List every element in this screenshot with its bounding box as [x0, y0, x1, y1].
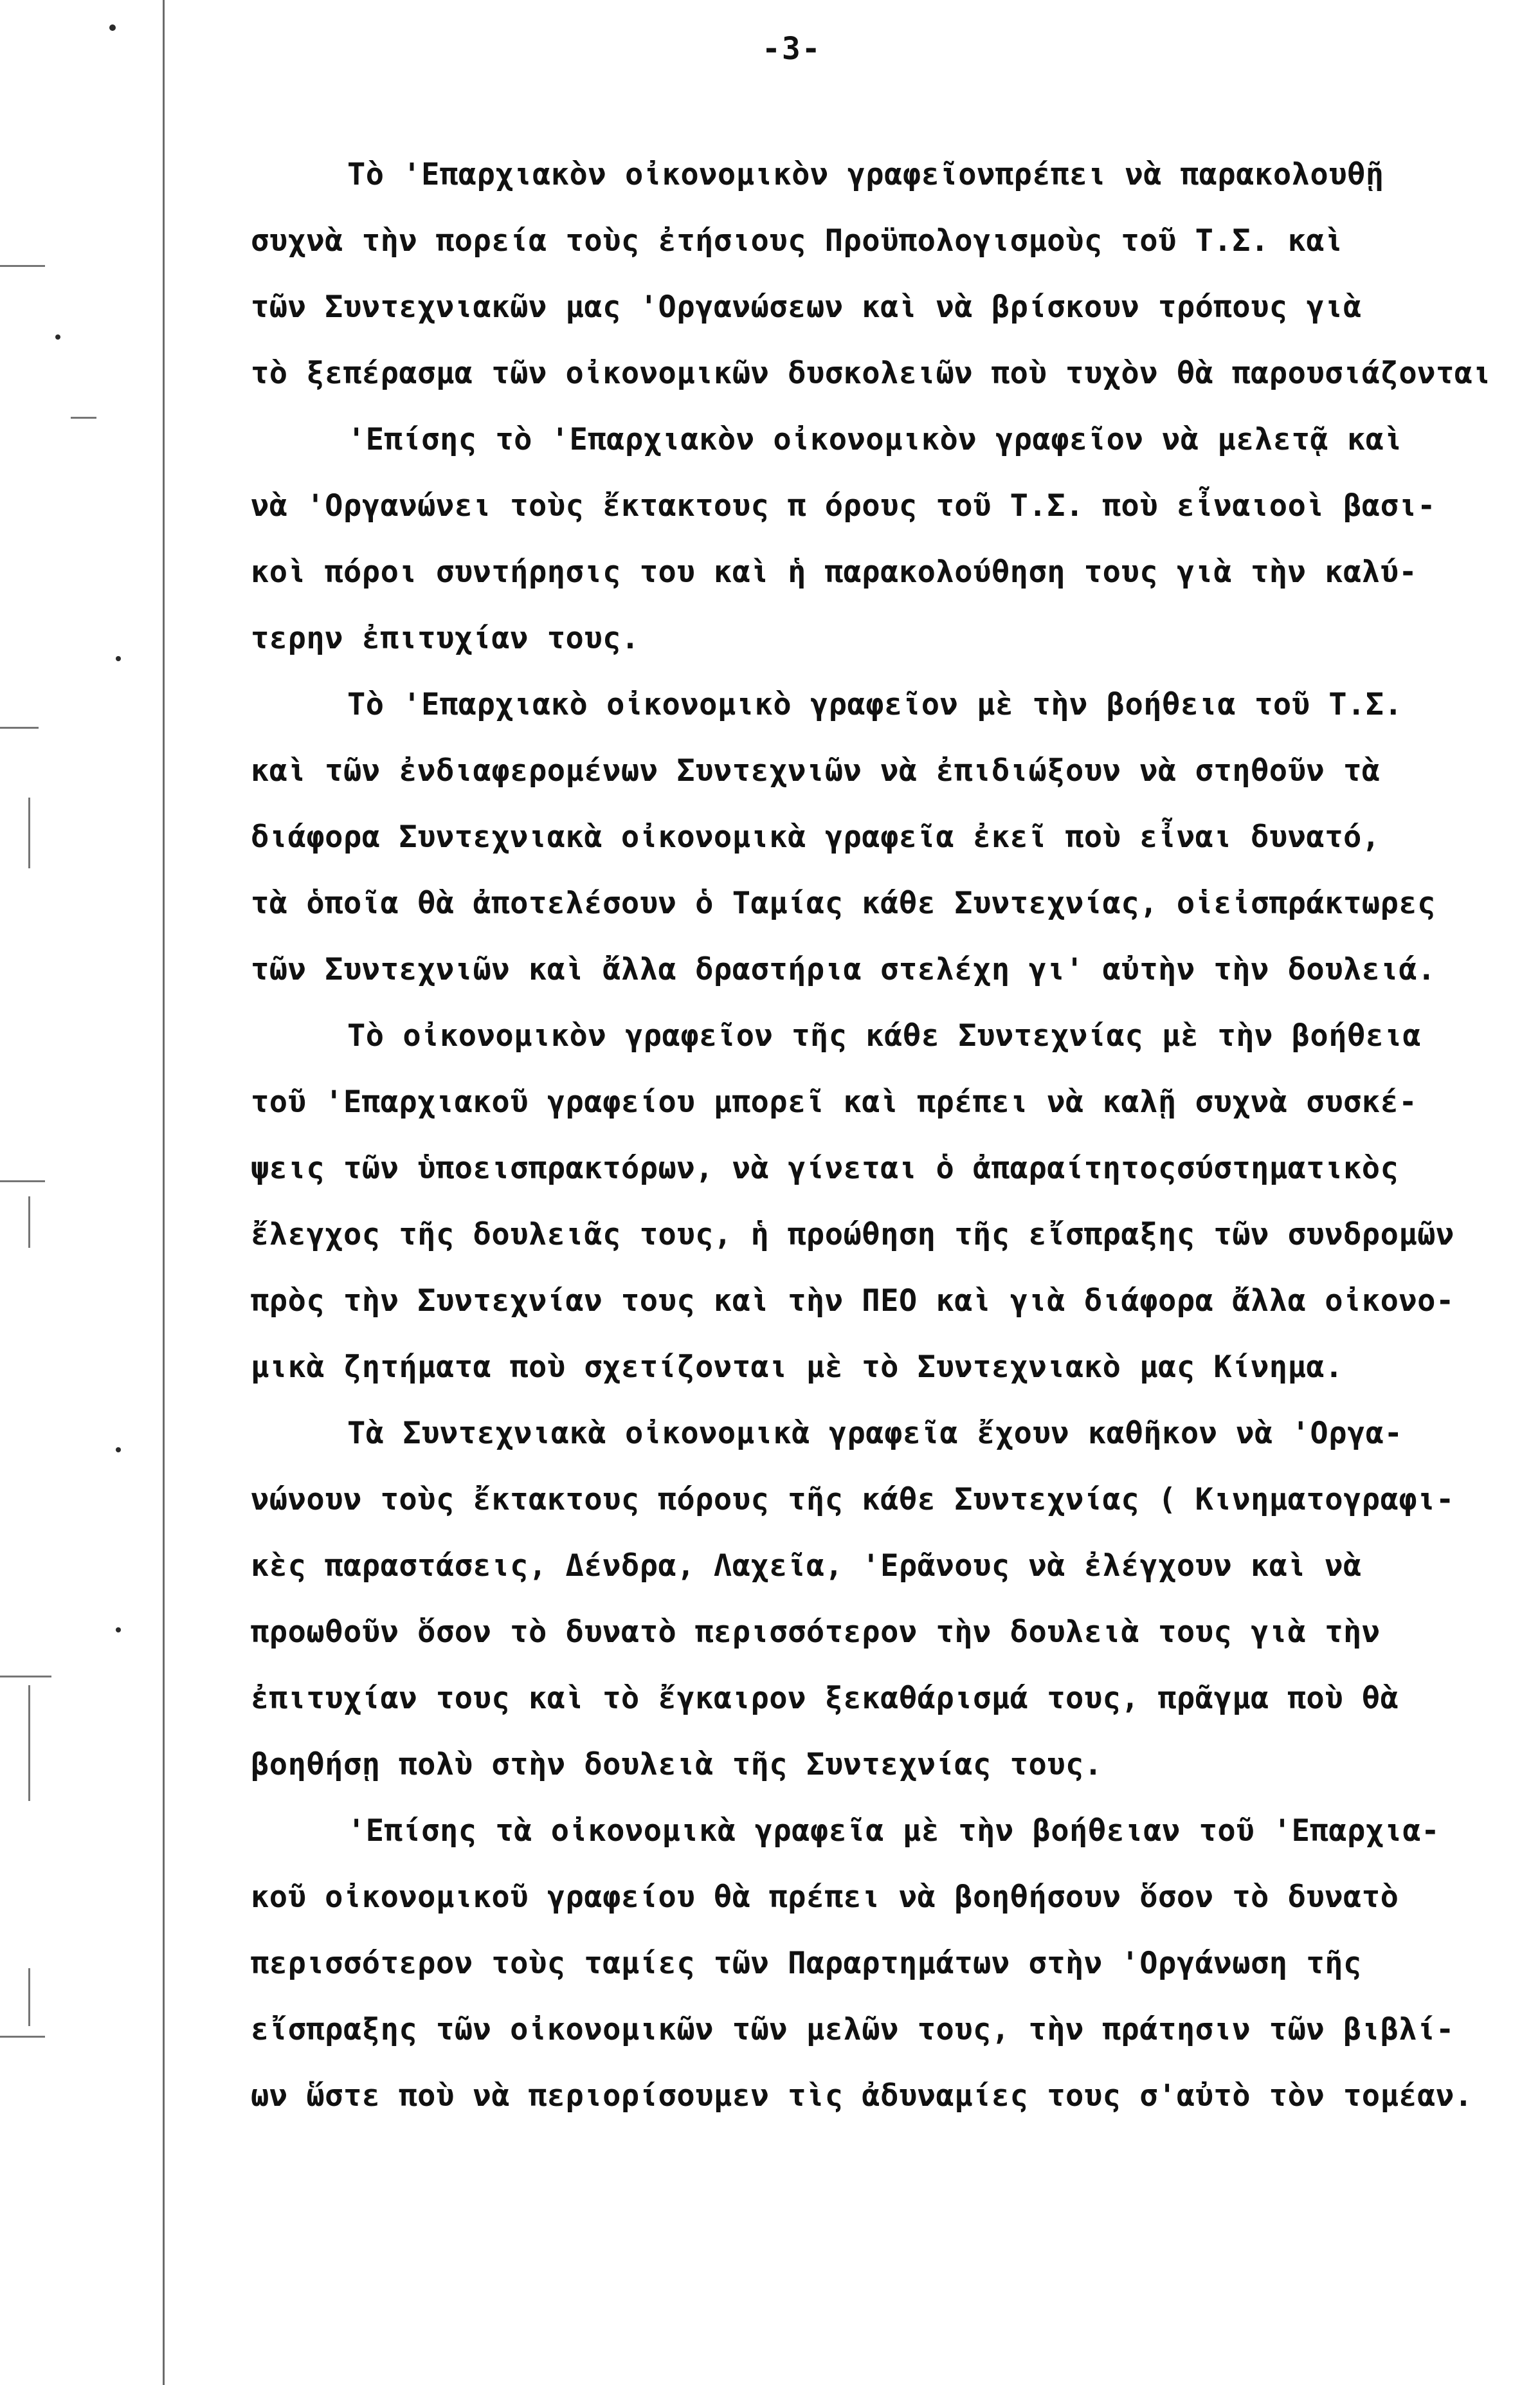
text-line: νώνουν τοὺς ἔκτακτους πόρους τῆς κάθε Συντεχνίας ( Κινηματογραφι- [251, 1482, 1454, 1517]
text-line: τερην ἐπιτυχίαν τους. [251, 621, 640, 656]
text-line: τὰ ὁποῖα θὰ ἀποτελέσουν ὁ Ταμίας κάθε Συντεχνίας, οἱεἰσπράκτωρες [251, 886, 1436, 921]
text-line: Τὸ 'Επαρχιακὸν οἰκονομικὸν γραφεῖονπρέπει νὰ παρακολουθῇ [347, 157, 1384, 192]
text-line: ἐπιτυχίαν τους καὶ τὸ ἔγκαιρον ξεκαθάρισμά τους, πρᾶγμα ποὺ θὰ [251, 1681, 1399, 1716]
text-line: βοηθήσῃ πολὺ στὴν δουλειὰ τῆς Συντεχνίας τους. [251, 1747, 1103, 1782]
margin-tick [28, 798, 30, 868]
page-number: -3- [762, 31, 822, 67]
text-line: εἴσπραξης τῶν οἰκονομικῶν τῶν μελῶν τους, τὴν πράτησιν τῶν βιβλί- [251, 2012, 1454, 2047]
text-line: συχνὰ τὴν πορεία τοὺς ἐτήσιους Προϋπολογισμοὺς τοῦ Τ.Σ. καὶ [251, 223, 1343, 259]
text-line: ψεις τῶν ὑποεισπρακτόρων, νὰ γίνεται ὁ ἀπαραίτητοςσύστηματικὸς [251, 1151, 1399, 1186]
text-line: ἔλεγχος τῆς δουλειᾶς τους, ἡ προώθηση τῆς εἴσπραξης τῶν συνδρομῶν [251, 1217, 1454, 1252]
punch-hole [55, 334, 60, 340]
margin-tick [0, 265, 45, 267]
text-line: Τὸ οἰκονομικὸν γραφεῖον τῆς κάθε Συντεχνίας μὲ τὴν βοήθεια [347, 1018, 1422, 1054]
margin-rule [163, 0, 165, 2385]
margin-tick [0, 2036, 45, 2038]
margin-tick [28, 1968, 30, 2026]
text-line: περισσότερον τοὺς ταμίες τῶν Παραρτημάτων στὴν 'Οργάνωση τῆς [251, 1946, 1362, 1981]
text-line: πρὸς τὴν Συντεχνίαν τους καὶ τὴν ΠΕΟ καὶ γιὰ διάφορα ἄλλα οἰκονο- [251, 1283, 1454, 1319]
text-line: μικὰ ζητήματα ποὺ σχετίζονται μὲ τὸ Συντεχνιακὸ μας Κίνημα. [251, 1349, 1343, 1385]
text-line: κὲς παραστάσεις, Δένδρα, Λαχεῖα, 'Ερᾶνους νὰ ἐλέγχουν καὶ νὰ [251, 1548, 1362, 1584]
text-line: Τὰ Συντεχνιακὰ οἰκονομικὰ γραφεῖα ἔχουν καθῆκον νὰ 'Οργα- [347, 1416, 1403, 1451]
punch-hole [116, 1627, 121, 1632]
margin-tick [28, 1196, 30, 1248]
text-line: νὰ 'Οργανώνει τοὺς ἔκτακτους π όρους τοῦ Τ.Σ. ποὺ εἶναιοοὶ βασι- [251, 488, 1436, 524]
text-line: τῶν Συντεχνιακῶν μας 'Οργανώσεων καὶ νὰ βρίσκουν τρόπους γιὰ [251, 289, 1362, 325]
margin-tick [28, 1685, 30, 1801]
text-line: 'Επίσης τὸ 'Επαρχιακὸν οἰκονομικὸν γραφεῖον νὰ μελετᾷ καὶ [347, 422, 1403, 457]
margin-tick [0, 1180, 45, 1182]
punch-hole [116, 1447, 121, 1452]
body-text [251, 142, 1530, 2129]
text-line: τοῦ 'Επαρχιακοῦ γραφείου μπορεῖ καὶ πρέπει νὰ καλῇ συχνὰ συσκέ- [251, 1084, 1418, 1120]
margin-tick [71, 417, 96, 419]
text-line: Τὸ 'Επαρχιακὸ οἰκονομικὸ γραφεῖον μὲ τὴν βοήθεια τοῦ Τ.Σ. [347, 687, 1403, 722]
punch-hole [109, 24, 116, 31]
text-line: 'Επίσης τὰ οἰκονομικὰ γραφεῖα μὲ τὴν βοήθειαν τοῦ 'Επαρχια- [347, 1813, 1440, 1849]
text-line: κοῦ οἰκονομικοῦ γραφείου θὰ πρέπει νὰ βοηθήσουν ὅσον τὸ δυνατὸ [251, 1879, 1399, 1915]
text-line: προωθοῦν ὅσον τὸ δυνατὸ περισσότερον τὴν δουλειὰ τους γιὰ τὴν [251, 1614, 1381, 1650]
punch-hole [116, 656, 121, 661]
margin-tick [0, 1676, 51, 1677]
text-line: τῶν Συντεχνιῶν καὶ ἄλλα δραστήρια στελέχη γι' αὐτὴν τὴν δουλειά. [251, 952, 1436, 987]
text-line: κοὶ πόροι συντήρησις του καὶ ἡ παρακολούθηση τους γιὰ τὴν καλύ- [251, 554, 1418, 590]
text-line: καὶ τῶν ἐνδιαφερομένων Συντεχνιῶν νὰ ἐπιδιώξουν νὰ στηθοῦν τὰ [251, 753, 1381, 789]
text-line: διάφορα Συντεχνιακὰ οἰκονομικὰ γραφεῖα ἐκεῖ ποὺ εἶναι δυνατό, [251, 819, 1381, 855]
text-line: τὸ ξεπέρασμα τῶν οἰκονομικῶν δυσκολειῶν ποὺ τυχὸν θὰ παρουσιάζονται [251, 356, 1492, 391]
text-line: ων ὥστε ποὺ νὰ περιορίσουμεν τὶς ἀδυναμίες τους σ'αὐτὸ τὸν τομέαν. [251, 2078, 1473, 2114]
margin-tick [0, 727, 39, 729]
